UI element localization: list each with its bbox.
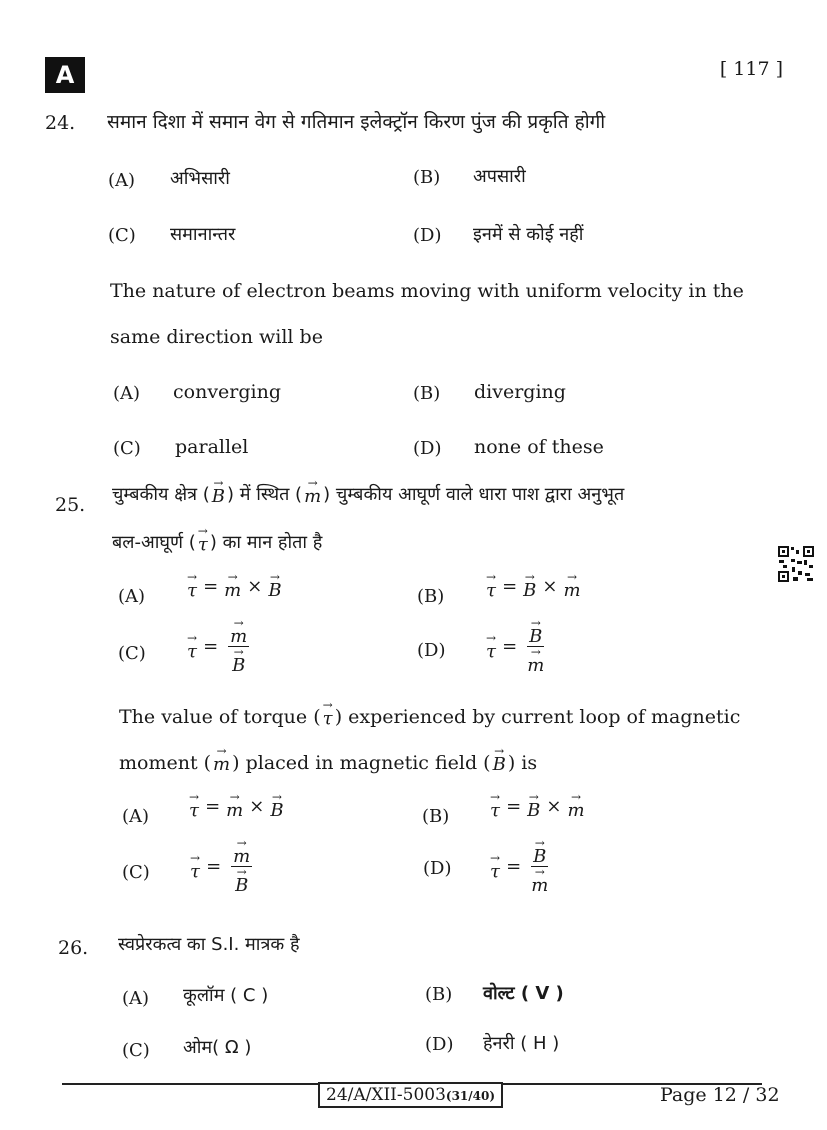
vector-m: → m: [224, 570, 242, 601]
vector-m: → m: [527, 645, 545, 676]
option-label: (A): [113, 383, 141, 404]
paper-code-text: 24/A/XII-5003: [326, 1085, 446, 1105]
option-text: none of these: [474, 436, 604, 458]
formula-tau-m-cross-B: [187, 792, 286, 820]
vector-m: → m: [531, 865, 549, 896]
option-text: अपसारी: [473, 166, 526, 187]
fraction: [226, 618, 251, 675]
vector-B: → B: [533, 836, 547, 867]
text-fragment: ) experienced by current loop of magnetic: [334, 706, 741, 728]
formula-tau-m-over-B: [188, 838, 254, 895]
question-number: 26.: [58, 937, 89, 959]
cross-sign: ×: [542, 575, 558, 597]
vector-m: → m: [213, 744, 231, 775]
option-label: (C): [122, 862, 150, 883]
question-text-hindi: [112, 526, 322, 554]
vector-B: → B: [492, 744, 506, 775]
formula-tau-m-over-B: [185, 618, 251, 675]
vector-B: → B: [235, 865, 249, 896]
equals-sign: =: [206, 856, 222, 877]
option-text: हेनरी ( H ): [483, 1033, 560, 1054]
fraction: [529, 838, 550, 895]
option-label: (C): [122, 1040, 150, 1061]
vector-B: → B: [232, 645, 246, 676]
question-number: 24.: [45, 112, 76, 134]
question-text-english: same direction will be: [110, 326, 323, 348]
vector-B: → B: [523, 570, 537, 601]
vector-tau: → τ: [490, 850, 501, 882]
text-fragment: moment (: [119, 752, 212, 774]
formula-tau-B-cross-m: [488, 792, 587, 820]
option-text: parallel: [175, 436, 249, 458]
vector-tau: → τ: [189, 790, 200, 821]
option-label: (B): [422, 806, 450, 827]
formula-tau-B-over-m: [484, 618, 546, 675]
text-fragment: चुम्बकीय क्षेत्र (: [112, 484, 210, 505]
question-text-hindi: [112, 478, 624, 506]
vector-m: → m: [567, 790, 585, 821]
question-text-hindi: समान दिशा में समान वेग से गतिमान इलेक्ट्रॉन किरण पुंज की प्रकृति होगी: [107, 111, 606, 133]
question-text-english: [119, 746, 537, 774]
option-label: (B): [425, 984, 453, 1005]
option-label: (C): [113, 438, 141, 459]
equals-sign: =: [502, 636, 518, 657]
paper-code-suffix: (31/40): [445, 1089, 496, 1103]
option-label: (A): [122, 806, 150, 827]
text-fragment: ) में स्थित (: [227, 484, 303, 505]
question-text-english: The nature of electron beams moving with uniform velocity in the: [110, 280, 744, 302]
option-text: ओम( Ω ): [183, 1037, 252, 1058]
equals-sign: =: [203, 636, 219, 657]
option-label: (D): [413, 438, 442, 459]
vector-tau: → τ: [486, 570, 497, 601]
vector-B: → B: [527, 790, 541, 821]
vector-tau: → τ: [187, 570, 198, 601]
vector-m: → m: [230, 616, 248, 647]
option-label: (C): [108, 225, 136, 246]
page-footer: Page 12 / 32: [660, 1084, 780, 1106]
option-text: अभिसारी: [170, 168, 230, 189]
option-label: (A): [108, 170, 136, 191]
option-label: (D): [413, 225, 442, 246]
equals-sign: =: [506, 795, 522, 817]
vector-tau: → τ: [322, 698, 333, 729]
cross-sign: ×: [249, 795, 265, 817]
option-label: (D): [423, 858, 452, 879]
option-text: diverging: [474, 381, 566, 403]
option-text: कूलॉम ( C ): [183, 985, 269, 1006]
text-fragment: The value of torque (: [119, 706, 321, 728]
option-label: (A): [118, 586, 146, 607]
equals-sign: =: [203, 575, 219, 597]
formula-tau-B-over-m: [488, 838, 550, 895]
vector-B: → B: [529, 616, 543, 647]
text-fragment: ) placed in magnetic field (: [232, 752, 491, 774]
text-fragment: बल-आघूर्ण (: [112, 532, 196, 553]
vector-B: → B: [270, 790, 284, 821]
cross-sign: ×: [546, 795, 562, 817]
option-text: समानान्तर: [170, 224, 236, 245]
option-label: (B): [413, 167, 441, 188]
option-text: इनमें से कोई नहीं: [473, 224, 584, 245]
vector-m: → m: [226, 790, 244, 821]
question-number: 25.: [55, 494, 86, 516]
vector-m: → m: [304, 476, 322, 507]
vector-B: → B: [211, 476, 226, 507]
paper-code: [318, 1082, 503, 1108]
fraction: [525, 618, 546, 675]
fraction: [229, 838, 254, 895]
text-fragment: ) चुम्बकीय आघूर्ण वाले धारा पाश द्वारा अनुभूत: [323, 484, 625, 505]
vector-tau: → τ: [197, 524, 208, 555]
formula-tau-B-cross-m: [484, 572, 583, 600]
vector-tau: → τ: [490, 790, 501, 821]
page-number: [ 117 ]: [719, 58, 783, 80]
vector-m: → m: [233, 836, 251, 867]
vector-tau: → τ: [187, 630, 198, 662]
qr-code-icon: [777, 545, 815, 583]
question-text-hindi: स्वप्रेरकत्व का S.I. मात्रक है: [118, 934, 300, 955]
option-label: (D): [425, 1034, 454, 1055]
question-text-english: [119, 700, 740, 728]
equals-sign: =: [205, 795, 221, 817]
text-fragment: ) का मान होता है: [209, 532, 323, 553]
text-fragment: ) is: [507, 752, 538, 774]
option-label: (B): [417, 586, 445, 607]
option-label: (B): [413, 383, 441, 404]
option-label: (D): [417, 640, 446, 661]
vector-B: → B: [268, 570, 282, 601]
cross-sign: ×: [247, 575, 263, 597]
formula-tau-m-cross-B: [185, 572, 284, 600]
vector-tau: → τ: [486, 630, 497, 662]
set-badge: A: [45, 57, 85, 93]
option-text: वोल्ट ( V ): [483, 983, 564, 1004]
option-label: (A): [122, 988, 150, 1009]
equals-sign: =: [506, 856, 522, 877]
option-label: (C): [118, 643, 146, 664]
equals-sign: =: [502, 575, 518, 597]
vector-tau: → τ: [190, 850, 201, 882]
vector-m: → m: [563, 570, 581, 601]
option-text: converging: [173, 381, 282, 403]
